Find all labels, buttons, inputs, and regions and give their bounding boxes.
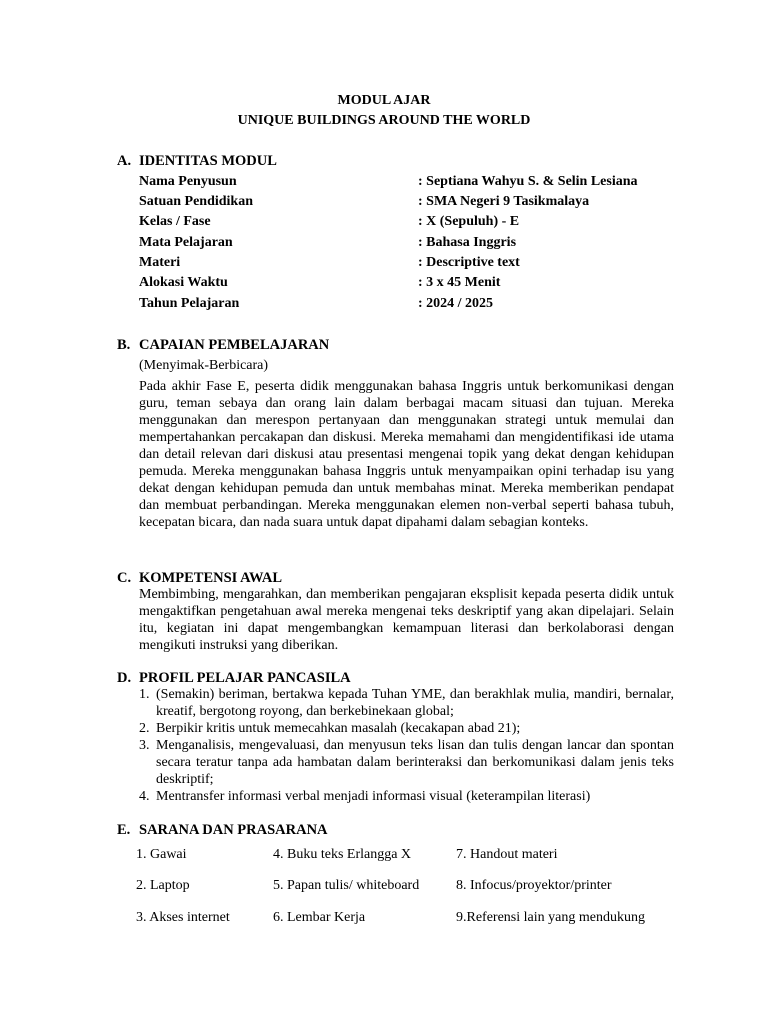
list-number: 4. [139, 789, 150, 804]
section-e-title: SARANA DAN PRASARANA [139, 822, 328, 838]
identity-value: : X (Sepuluh) - E [418, 214, 520, 229]
facility-item: 5. Papan tulis/ whiteboard [273, 878, 420, 893]
section-b-subtitle: (Menyimak-Berbicara) [139, 358, 269, 373]
facility-item: 3. Akses internet [136, 910, 230, 925]
section-b-paragraph: Pada akhir Fase E, peserta didik menggunakan bahasa Inggris untuk berkomunikasi dengan guru, teman sebaya dan orang lain dalam berbagai macam situasi dan tujuan. Mereka menggunakan dan merespon pertanyaan dan menggunakan strategi untuk memulai dan mempertahankan percakapan dan diskusi. Mereka memahami dan mengidentifikasi ide utama dan detail relevan dari diskusi atau presentasi mengenai topik yang dekat dengan kehidupan pemuda. Mereka menggunakan bahasa Inggris untuk menyampaikan opini terhadap isu yang dekat dengan kehidupan pemuda dan untuk membahas minat. Mereka memberikan pendapat dan membuat perbandingan. Mereka menggunakan elemen non-verbal seperti bahasa tubuh, kecepatan bicara, dan nada suara untuk dapat dipahami dalam sebagian konteks. [139, 379, 674, 530]
identity-key: Mata Pelajaran [139, 235, 233, 250]
facility-item: 4. Buku teks Erlangga X [273, 847, 412, 862]
section-b-heading [117, 335, 329, 355]
list-number: 1. [139, 687, 150, 702]
section-d-title: PROFIL PELAJAR PANCASILA [139, 670, 351, 686]
doc-subtitle: UNIQUE BUILDINGS AROUND THE WORLD [237, 113, 531, 128]
section-b-title: CAPAIAN PEMBELAJARAN [139, 337, 330, 353]
list-number: 3. [139, 738, 150, 753]
section-d-heading [117, 668, 351, 688]
section-a-title: IDENTITAS MODUL [139, 153, 277, 169]
profile-list [139, 686, 674, 805]
facility-item: 6. Lembar Kerja [273, 910, 366, 925]
section-c-paragraph: Membimbing, mengarahkan, dan memberikan pengajaran eksplisit kepada peserta didik untuk mengaktifkan pengetahuan awal mereka mengenai teks deskriptif yang akan dipelajari. Selain itu, kegiatan ini dapat mengembangkan kemampuan literasi dan berkolaborasi dengan mengikuti instruksi yang diberikan. [139, 587, 674, 653]
list-number: 2. [139, 721, 150, 736]
facility-item: 9.Referensi lain yang mendukung [456, 910, 645, 925]
section-c-heading [117, 568, 282, 588]
identity-value: : SMA Negeri 9 Tasikmalaya [418, 194, 590, 209]
section-c-title: KOMPETENSI AWAL [139, 570, 283, 586]
facility-item: 1. Gawai [136, 847, 187, 862]
list-item [139, 686, 674, 720]
list-text: Mentransfer informasi verbal menjadi informasi visual (keterampilan literasi) [156, 789, 591, 804]
identity-key: Nama Penyusun [139, 174, 237, 189]
list-item [139, 720, 674, 737]
facility-item: 8. Infocus/proyektor/printer [456, 878, 612, 893]
doc-title: MODUL AJAR [337, 93, 431, 108]
identity-value: : Septiana Wahyu S. & Selin Lesiana [418, 174, 638, 189]
identity-key: Materi [139, 255, 181, 270]
list-item [139, 737, 674, 788]
identity-value: : Descriptive text [418, 255, 520, 270]
identity-key: Kelas / Fase [139, 214, 211, 229]
section-e-heading [117, 820, 328, 840]
list-text: Berpikir kritis untuk memecahkan masalah (kecakapan abad 21); [156, 721, 521, 736]
identity-key: Alokasi Waktu [139, 275, 228, 290]
list-text: Menganalisis, mengevaluasi, dan menyusun teks lisan dan tulis dengan lancar dan spontan secara teratur tanpa ada hambatan dalam berinteraksi dan berkomunikasi dalam jenis teks deskriptif; [156, 738, 674, 787]
identity-value: : 3 x 45 Menit [418, 275, 501, 290]
section-e-letter: E. [117, 822, 131, 838]
identity-key: Tahun Pelajaran [139, 296, 240, 311]
section-d-letter: D. [117, 670, 132, 686]
section-a-heading [117, 151, 277, 171]
section-c-letter: C. [117, 570, 132, 586]
facility-item: 2. Laptop [136, 878, 190, 893]
list-item [139, 788, 674, 805]
identity-value: : 2024 / 2025 [418, 296, 494, 311]
identity-value: : Bahasa Inggris [418, 235, 517, 250]
facility-item: 7. Handout materi [456, 847, 558, 862]
identity-key: Satuan Pendidikan [139, 194, 253, 209]
list-text: (Semakin) beriman, bertakwa kepada Tuhan YME, dan berakhlak mulia, mandiri, bernalar, kreatif, bergotong royong, dan berkebinekaan global; [156, 687, 674, 719]
section-b-letter: B. [117, 337, 131, 353]
section-a-letter: A. [117, 153, 132, 169]
